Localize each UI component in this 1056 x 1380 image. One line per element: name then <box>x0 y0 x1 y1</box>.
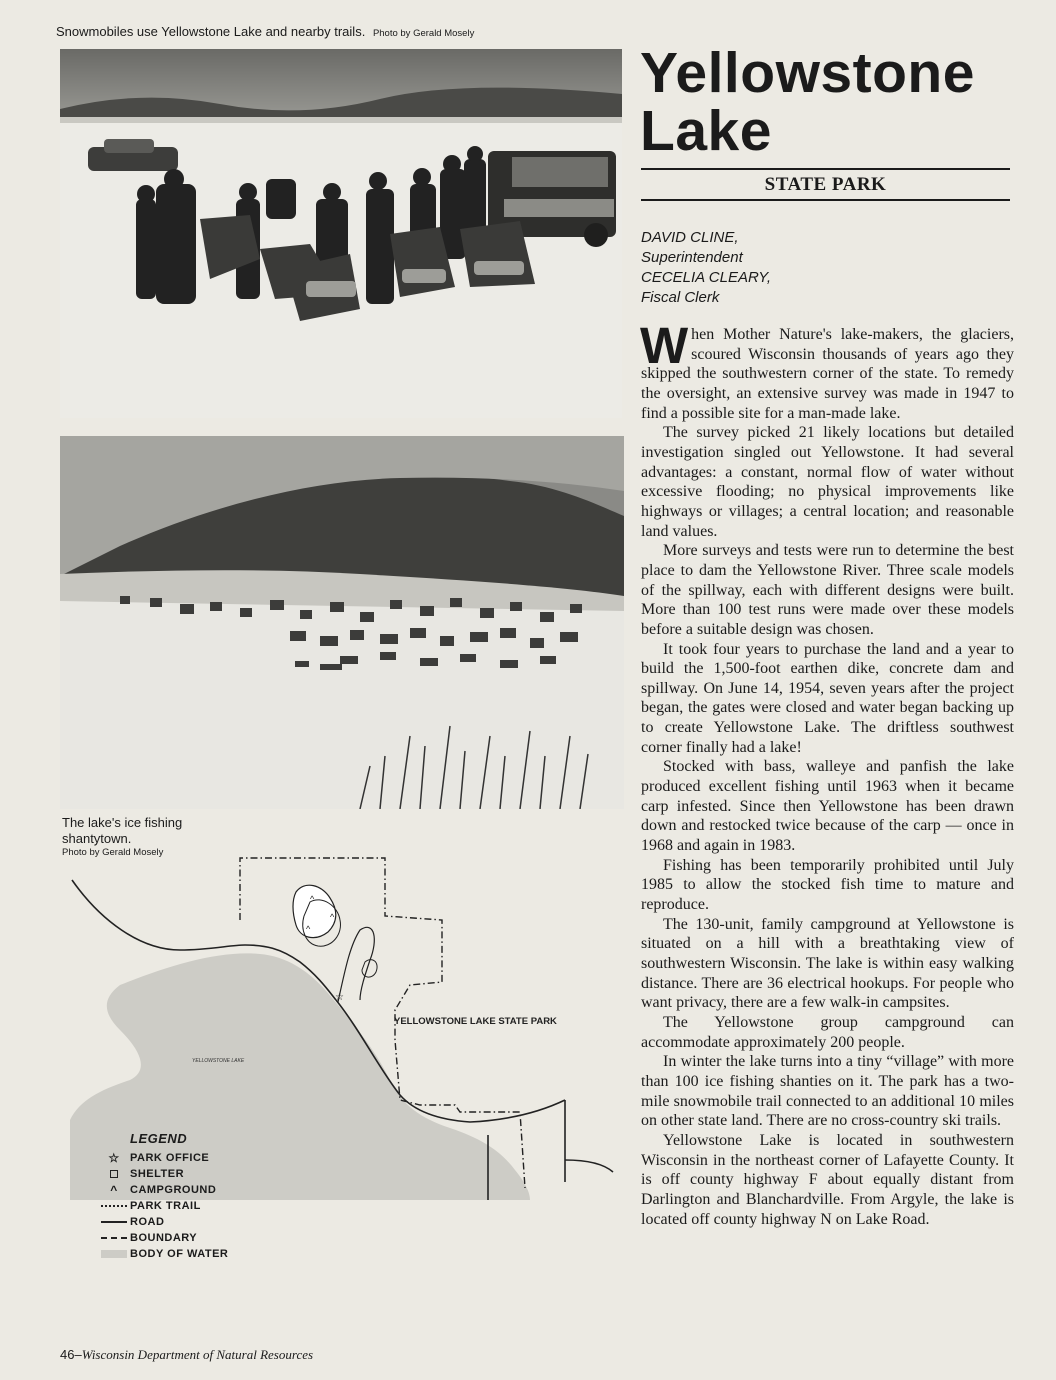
author-role: Fiscal Clerk <box>641 289 720 306</box>
ice-fishing-photo <box>60 436 624 809</box>
title-rule-top <box>641 168 1010 170</box>
legend-item-road: ROAD <box>98 1214 298 1230</box>
dotted-line-icon <box>98 1198 130 1214</box>
legend-item-park-office: ☆ PARK OFFICE <box>98 1150 298 1166</box>
lake-label: YELLOWSTONE LAKE <box>192 1058 245 1064</box>
legend-title: LEGEND <box>130 1131 188 1146</box>
photo-credit: Photo by Gerald Mosely <box>62 847 164 858</box>
publication-name: Wisconsin Department of Natural Resources <box>81 1347 314 1362</box>
byline <box>641 228 771 308</box>
legend-item-shelter: SHELTER <box>98 1166 298 1182</box>
page-number: 46– <box>60 1347 82 1362</box>
paragraph: The survey picked 21 likely locations but detailed investigation singled out Yellowstone. It had several advantages: a constant, normal flow of water without excessive flooding; no physical improvements like highways or villages; a central location; and reasonable land values. <box>641 424 1014 540</box>
svg-text:^: ^ <box>306 924 311 934</box>
author-role: Superintendent <box>641 249 743 266</box>
snowmobile-photo <box>60 49 622 418</box>
dash-dot-line-icon <box>98 1230 130 1246</box>
solid-line-icon <box>98 1214 130 1230</box>
square-icon <box>98 1166 130 1182</box>
gray-fill-icon <box>98 1246 130 1262</box>
star-icon: ☆ <box>108 1151 120 1165</box>
photo-credit: Photo by Gerald Mosely <box>372 28 475 39</box>
paragraph: In winter the lake turns into a tiny “village” with more than 100 ice fishing shanties on it. The park has a two-mile snowmobile trail connected to an additional 10 miles on other state land. There are no cross-country ski trails. <box>641 1053 1014 1130</box>
caption-text: Snowmobiles use Yellowstone Lake and nearby trails. <box>56 24 366 39</box>
svg-text:☆: ☆ <box>335 992 344 1003</box>
park-label: YELLOWSTONE LAKE STATE PARK <box>394 1016 557 1027</box>
legend-item-campground: ^ CAMPGROUND <box>98 1182 298 1198</box>
drop-cap: W <box>640 317 689 374</box>
paragraph: Stocked with bass, walleye and panfish the lake produced excellent fishing until 1963 when it became carp infested. Since then Yellowstone has been drawn down and restocked twice because of the carp — once in 1968 and again in 1983. <box>641 758 1014 855</box>
title-rule-bottom <box>641 199 1010 201</box>
article-subtitle: STATE PARK <box>764 174 887 195</box>
article-body <box>640 317 1014 1229</box>
paragraph: More surveys and tests were run to determine the best place to dam the Yellowstone River. Three scale models of the spillway, each with different designs were built. More than 100 test runs were made over these models before a suitable design was chosen. <box>641 542 1014 638</box>
paragraph: Fishing has been temporarily prohibited until July 1985 to allow the stocked fish time to mature and reproduce. <box>641 856 1014 914</box>
author-name: DAVID CLINE, <box>641 229 739 246</box>
author-name: CECELIA CLEARY, <box>641 269 772 286</box>
svg-text:^: ^ <box>310 894 315 904</box>
legend-item-park-trail: PARK TRAIL <box>98 1198 298 1214</box>
caret-icon: ^ <box>110 1183 118 1197</box>
svg-text:^: ^ <box>330 912 335 922</box>
article-title: Yellowstone Lake <box>640 41 975 163</box>
paragraph: The Yellowstone group campground can accommodate approximately 200 people. <box>641 1013 1014 1051</box>
legend-item-water: BODY OF WATER <box>98 1246 298 1262</box>
paragraph: When Mother Nature's lake-makers, the glaciers, scoured Wisconsin thousands of years ago they skipped the southwestern corner of the state. To remedy the oversight, an extensive survey was made in 1947 to find a possible site for a man-made lake. <box>640 317 1014 422</box>
paragraph: The 130-unit, family campground at Yellowstone is situated on a hill with a breathtaking view of southwestern Wisconsin. The lake is within easy walking distance. There are 36 electrical hookups. For people who want privacy, there are a few walk-in campsites. <box>641 915 1014 1012</box>
paragraph: It took four years to purchase the land and a year to build the 1,500-foot earthen dike, concrete dam and spillway. On June 14, 1954, seven years after the project began, the gates were closed and water began backing up to create Yellowstone Lake. The driftless southwest corner finally had a lake! <box>641 640 1014 756</box>
photo-caption-snowmobiles <box>56 24 474 39</box>
map-legend <box>98 1131 298 1262</box>
page-footer <box>60 1347 313 1363</box>
caption-text: The lake's ice fishing shantytown. <box>62 815 183 846</box>
legend-item-boundary: BOUNDARY <box>98 1230 298 1246</box>
paragraph: Yellowstone Lake is located in southwestern Wisconsin in the northeast corner of Lafayette County. It is off county highway F about equally distant from Darlington and Blanchardville. From Argyle, the lake is located off county highway N on Lake Road. <box>641 1131 1014 1228</box>
